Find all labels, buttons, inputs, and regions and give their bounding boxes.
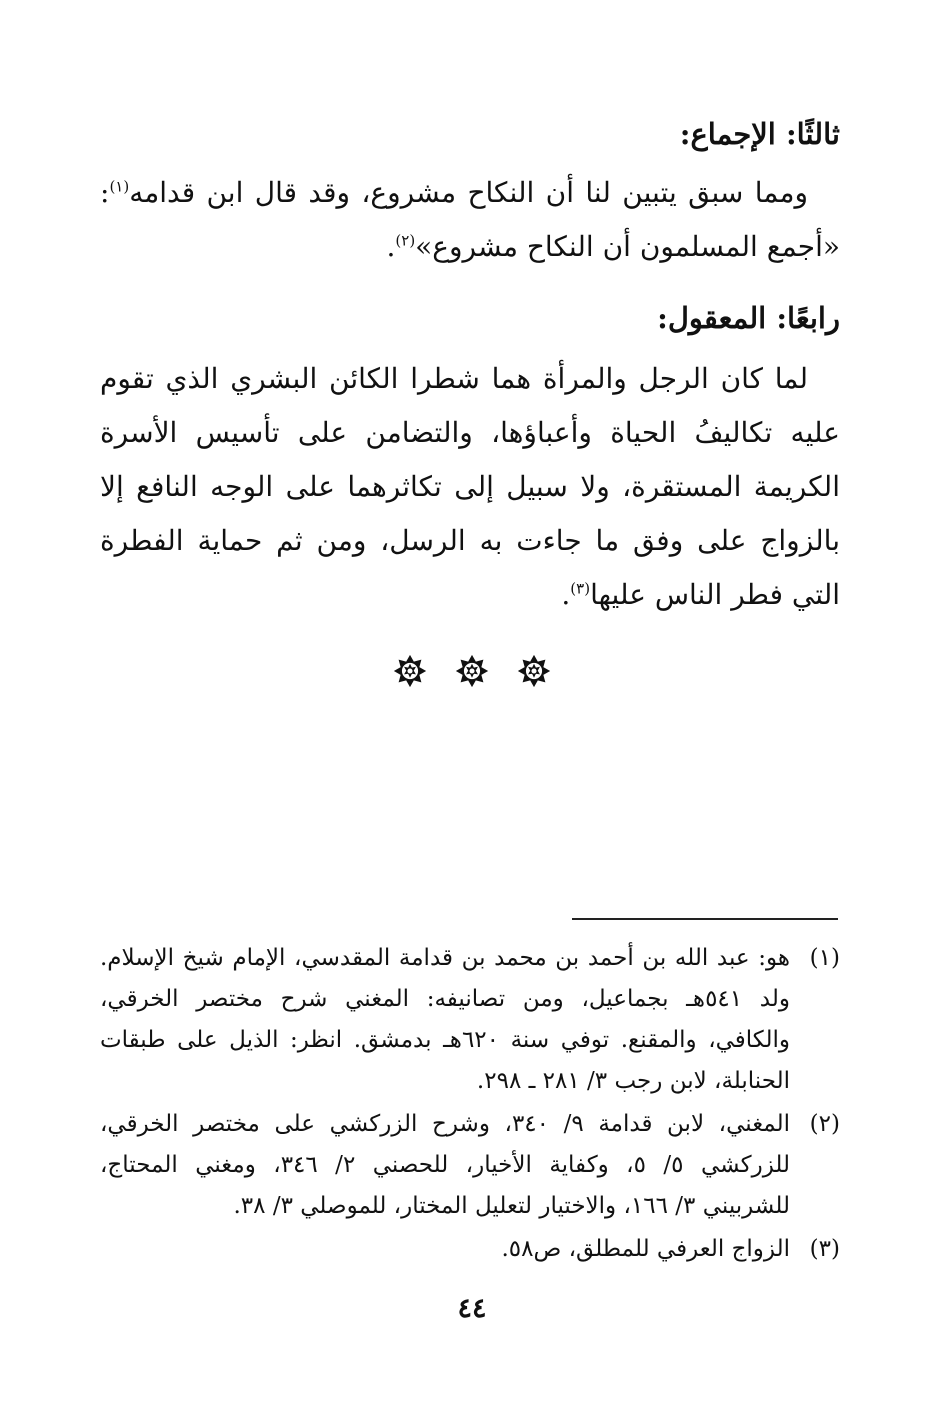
footnote-text: هو: عبد الله بن أحمد بن محمد بن قدامة المقدسي، الإمام شيخ الإسلام. ولد ٥٤١هـ بجماعيل، ومن تصانيفه: المغني شرح مختصر الخرقي، والكافي، والمقنع. توفي سنة ٦٢٠هـ بدمشق. انظر: الذيل على طبقات الحنابلة، لابن رجب ٣/ ٢٨١ ـ ٢٩٨. (100, 945, 791, 1094)
main-text (100, 114, 840, 622)
section-heading-consensus: ثالثًا: الإجماع: (679, 117, 840, 151)
paragraph-text: ومما سبق يتبين لنا أن النكاح مشروع، وقد قال ابن قدامه (129, 176, 808, 209)
footnote-number: (٢) (809, 1111, 840, 1137)
star-ornament-icon (455, 654, 489, 688)
paragraph-consensus (100, 166, 840, 274)
footnote-item (100, 1104, 840, 1227)
footnote-item (100, 938, 840, 1102)
footnote-text: الزواج العرفي للمطلق، ص٥٨. (501, 1236, 790, 1262)
section-heading-reason: رابعًا: المعقول: (657, 301, 840, 335)
footnote-number: (٣) (809, 1236, 840, 1262)
paragraph-reason (100, 352, 840, 622)
paragraph-text: . (561, 578, 571, 611)
page-number: ٤٤ (457, 1293, 487, 1324)
paragraph-text: : «أجمع المسلمون أن النكاح مشروع» (100, 176, 840, 263)
paragraph-text: . (386, 230, 396, 263)
paragraph-text: لما كان الرجل والمرأة هما شطرا الكائن البشري الذي تقوم عليه تكاليفُ الحياة وأعباؤها، والتضامن على تأسيس الأسرة الكريمة المستقرة، ولا سبيل إلى تكاثرهما على الوجه النافع إلا بالزواج على وفق ما جاءت به الرسل، ومن ثم حماية الفطرة التي فطر الناس عليها (100, 362, 840, 611)
star-ornament-icon (393, 654, 427, 688)
section-divider-ornaments (0, 654, 944, 688)
footnote-number: (١) (809, 945, 840, 971)
footnote-text: المغني، لابن قدامة ٩/ ٣٤٠، وشرح الزركشي على مختصر الخرقي، للزركشي ٥/ ٥، وكفاية الأخيار، للحصني ٢/ ٣٤٦، ومغني المحتاج، للشربيني ٣/ ١٦٦، والاختيار لتعليل المختار، للموصلي ٣/ ٣٨. (100, 1111, 791, 1219)
footnote-marker[interactable]: (١) (109, 177, 130, 196)
star-ornament-icon (517, 654, 551, 688)
footnote-separator (572, 918, 838, 920)
footnote-item (100, 1229, 840, 1270)
footnotes (100, 938, 840, 1272)
footnote-marker[interactable]: (٢) (395, 231, 416, 250)
footnote-marker[interactable]: (٣) (570, 579, 591, 598)
